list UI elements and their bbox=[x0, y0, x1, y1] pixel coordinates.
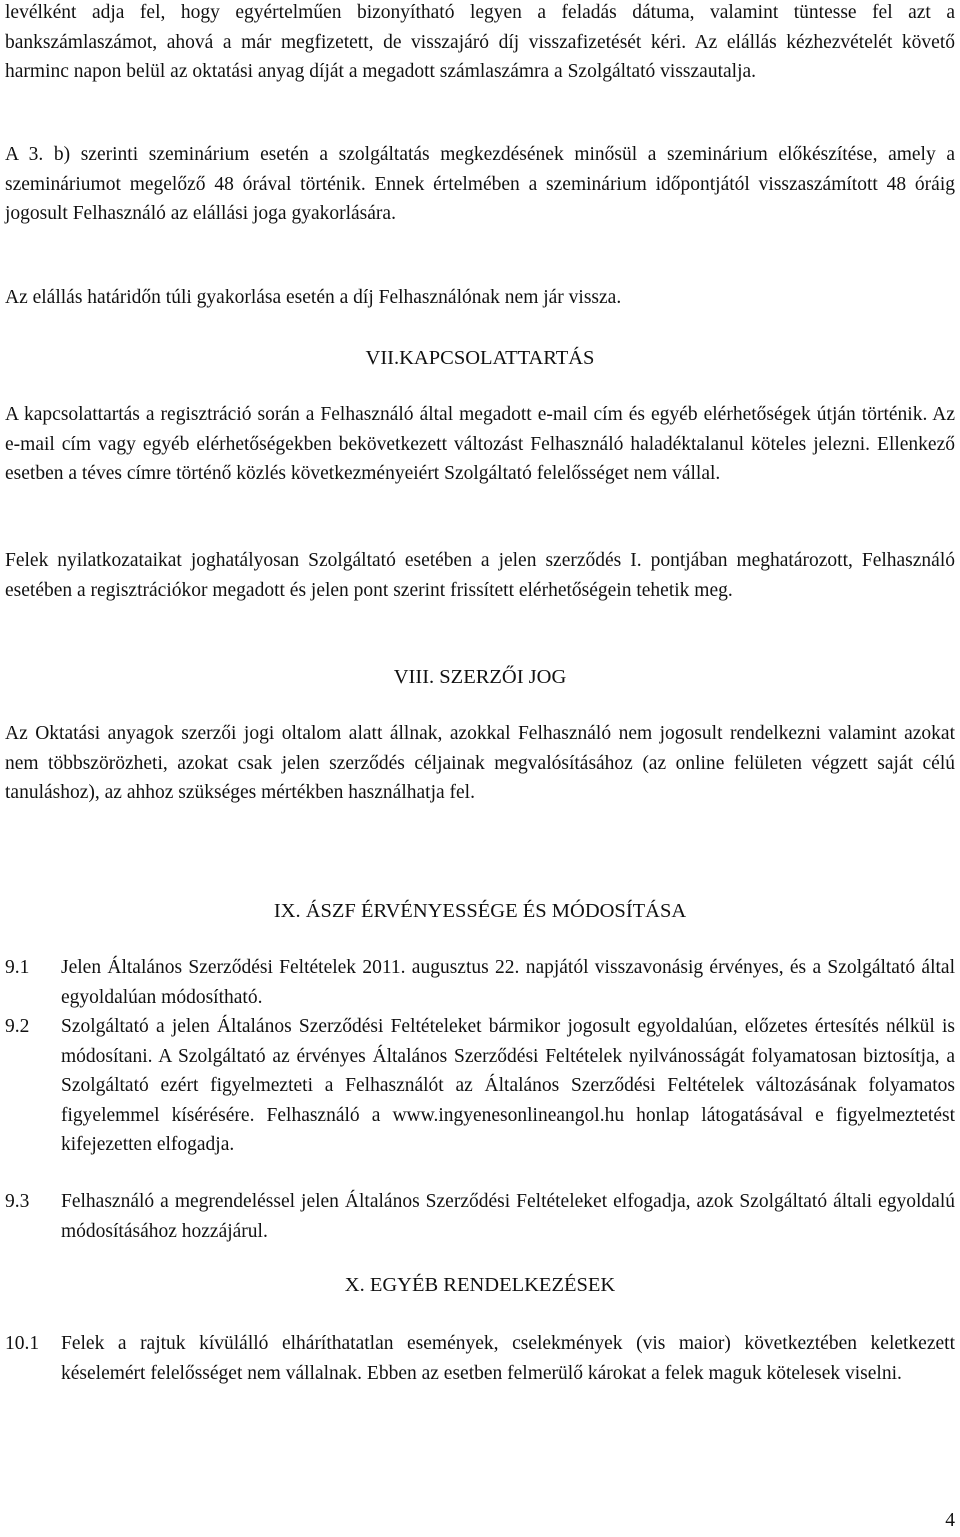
heading-copyright: VIII. SZERZŐI JOG bbox=[393, 666, 567, 688]
list-item-text: Felek a rajtuk kívülálló elháríthatatlan események, cselekmények (vis maior) következtében keletkezett késelemért felelősséget nem vállalnak. Ebben az esetben felmerülő károkat a felek maguk kötelesek viselni. bbox=[61, 1333, 955, 1384]
list-item-text: Felhasználó a megrendeléssel jelen Általános Szerződési Feltételeket elfogadja, azok Szolgáltató általi egyoldalú módosításához hozzájárul. bbox=[61, 1191, 955, 1242]
paragraph-contact-details: A kapcsolattartás a regisztráció során a Felhasználó által megadott e-mail cím és egyéb elérhetőségek útján történik. Az e-mail cím vagy egyéb elérhetőségekben bekövetkezett változást Felhasználó haladéktalanul köteles jelezni. Ellenkező esetben a téves címre történő közlés következményeiért Szolgáltató felelősséget nem vállal. bbox=[5, 404, 955, 484]
list-item-number: 9.1 bbox=[5, 957, 30, 978]
list-item-number: 9.3 bbox=[5, 1191, 30, 1212]
paragraph-copyright: Az Oktatási anyagok szerzői jogi oltalom alatt állnak, azokkal Felhasználó nem jogosult rendelkezni valamint azokat nem többszörözheti, azokat csak jelen szerződés céljainak megvalósításához (az online felületen végzett saját célú tanuláshoz), az ahhoz szükséges mértékben használhatja fel. bbox=[5, 723, 955, 803]
paragraph-late-withdrawal: Az elállás határidőn túli gyakorlása esetén a díj Felhasználónak nem jár vissza. bbox=[5, 287, 622, 308]
paragraph-declarations: Felek nyilatkozataikat joghatályosan Szolgáltató esetében a jelen szerződés I. pontjában meghatározott, Felhasználó esetében a regisztrációkor megadott és jelen pont szerint frissített elérhetőségein tehetik meg. bbox=[5, 550, 955, 601]
paragraph-seminar-withdrawal: A 3. b) szerinti szeminárium esetén a szolgáltatás megkezdésének minősül a szeminárium előkészítése, amely a szemináriumot megelőző 48 órával történik. Ennek értelmében a szeminárium időpontjától visszaszámított 48 óráig jogosult Felhasználó az elállási joga gyakorlására. bbox=[5, 144, 955, 224]
heading-validity-modification: IX. ÁSZF ÉRVÉNYESSÉGE ÉS MÓDOSÍTÁSA bbox=[273, 900, 687, 922]
document-page bbox=[5, 0, 955, 1537]
list-item-number: 9.2 bbox=[5, 1016, 30, 1037]
list-item-text: Szolgáltató a jelen Általános Szerződési Feltételeket bármikor jogosult egyoldalúan, előzetes értesítés nélkül is módosítani. A Szolgáltató az érvényes Általános Szerződési Feltételek nyilvánosságát folyamatosan biztosítja, a Szolgáltató ezért figyelmezteti a Felhasználót az Általános Szerződési Feltételek változásának folyamatos figyelemmel kísérésére. Felhasználó a www.ingyenesonlineangol.hu honlap látogatásával e figyelmeztetést kifejezetten elfogadja. bbox=[61, 1016, 955, 1155]
list-item-number: 10.1 bbox=[5, 1333, 40, 1354]
page-number: 4 bbox=[945, 1510, 955, 1531]
heading-other-provisions: X. EGYÉB RENDELKEZÉSEK bbox=[344, 1274, 616, 1296]
heading-contact: VII.KAPCSOLATTARTÁS bbox=[365, 347, 595, 369]
list-item-text: Jelen Általános Szerződési Feltételek 2011. augusztus 22. napjától visszavonásig érvényes, és a Szolgáltató által egyoldalúan módosítható. bbox=[61, 957, 955, 1008]
paragraph-refund-procedure: levélként adja fel, hogy egyértelműen bizonyítható legyen a feladás dátuma, valamint tüntesse fel azt a bankszámlaszámot, ahová a már megfizetett, de visszajáró díj visszafizetését kéri. Az elállás kézhezvételét követő harminc napon belül az oktatási anyag díját a megadott számlaszámra a Szolgáltató visszautalja. bbox=[5, 2, 955, 82]
